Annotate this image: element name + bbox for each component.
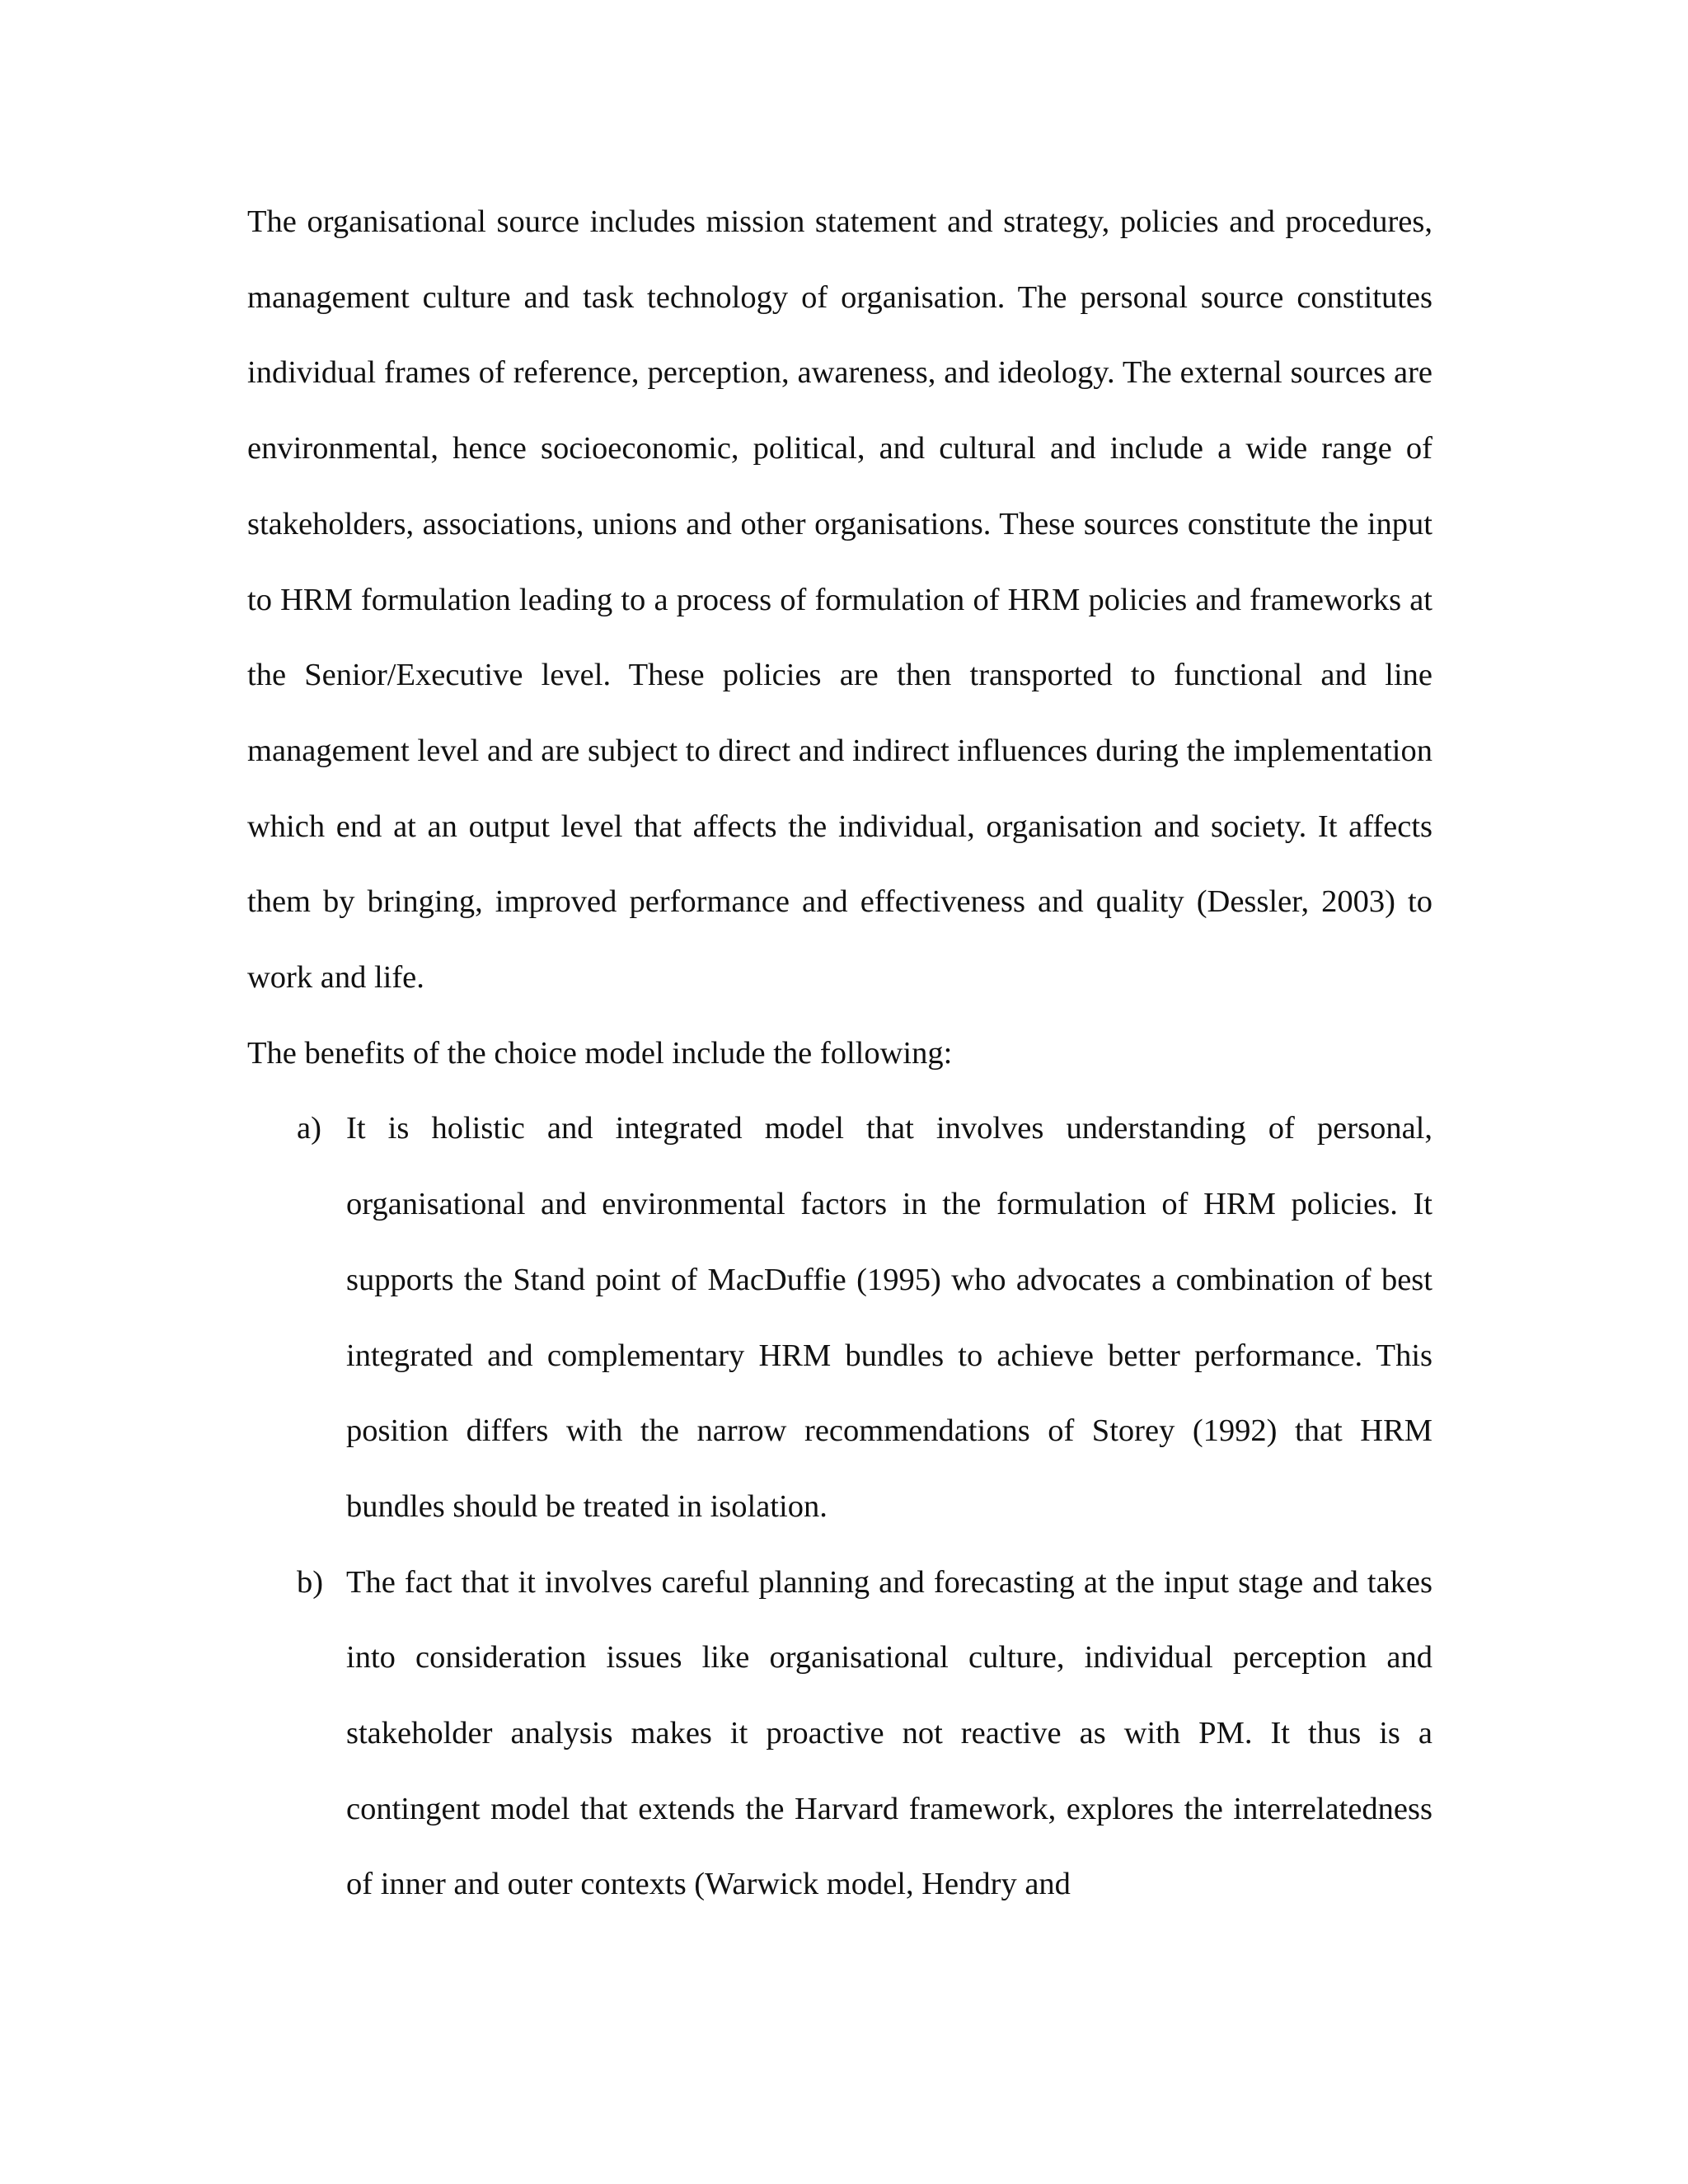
benefits-list: [247, 1091, 1432, 1923]
list-item: [247, 1091, 1432, 1544]
list-item-text: The fact that it involves careful planning and forecasting at the input stage and takes into consideration issues like organisational culture, individual perception and stakeholder analysis makes it proactive not reactive as with PM. It thus is a contingent model that extends the Harvard framework, explores the interrelatedness of inner and outer contexts (Warwick model, Hendry and: [346, 1564, 1432, 1902]
paragraph-choice-model-benefits: The benefits of the choice model include the following:: [247, 1035, 953, 1071]
list-item-text: It is holistic and integrated model that involves understanding of personal, organisational and environmental factors in the formulation of HRM policies. It supports the Stand point of MacDuffie (1995) who advocates a combination of best integrated and complementary HRM bundles to achieve better performance. This position differs with the narrow recommendations of Storey (1992) that HRM bundles should be treated in isolation.: [346, 1111, 1432, 1524]
body-text: [247, 185, 1432, 1923]
list-item: [247, 1545, 1432, 1924]
list-marker: b): [297, 1564, 324, 1600]
list-marker: a): [297, 1111, 321, 1146]
paragraph-organisational-sources: The organisational source includes mission statement and strategy, policies and procedures, management culture and task technology of organisation. The personal source constitutes individual frames of reference, perception, awareness, and ideology. The external sources are environmental, hence socioeconomic, political, and cultural and include a wide range of stakeholders, associations, unions and other organisations. These sources constitute the input to HRM formulation leading to a process of formulation of HRM policies and frameworks at the Senior/Executive level. These policies are then transported to functional and line management level and are subject to direct and indirect influences during the implementation which end at an output level that affects the individual, organisation and society. It affects them by bringing, improved performance and effectiveness and quality (Dessler, 2003) to work and life.: [247, 204, 1432, 996]
